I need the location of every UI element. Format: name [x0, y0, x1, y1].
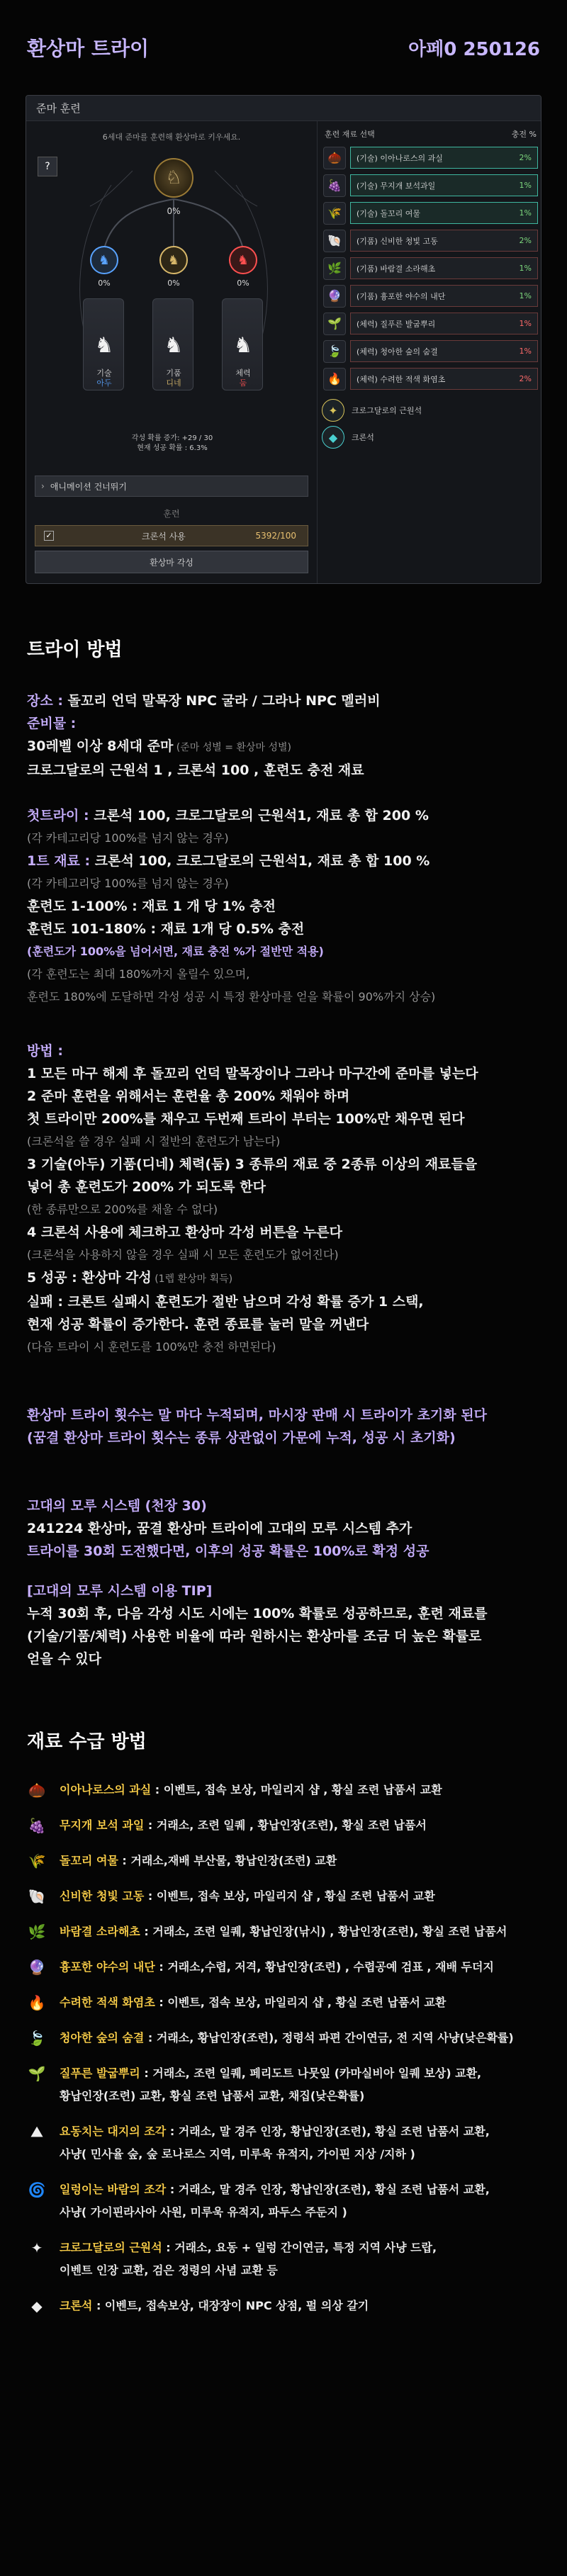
method-note-2: (한 종류만으로 200%를 채울 수 없다)	[27, 1203, 218, 1216]
prep-label: 준비물 :	[27, 716, 77, 731]
supply-row	[26, 1920, 567, 1956]
training-panel	[26, 121, 317, 584]
material-slot[interactable]	[350, 313, 538, 334]
method-step-2b: 첫 트라이만 200%를 채우고 두번째 트라이 부터는 100%만 채우면 된다	[27, 1111, 465, 1127]
material-icon: 🌀	[28, 2181, 46, 2198]
material-pct: 1%	[519, 319, 532, 328]
method-note-1: (크론석을 쓸 경우 실패 시 절반의 훈련도가 남는다)	[27, 1135, 281, 1148]
supply-material-name: 흉포한 야수의 내단	[60, 1960, 155, 1974]
help-button[interactable]: ?	[38, 157, 57, 176]
prep-horse-note: (준마 성별 = 환상마 성별)	[173, 742, 291, 753]
supply-row	[26, 1779, 567, 1814]
horse-card-name: 아두	[96, 378, 112, 388]
supply-material-name: 청아한 숲의 숨결	[60, 2031, 145, 2045]
ancient-tip-2: (기술/기품/체력) 사용한 비율에 따라 원하시는 환상마를 조금 더 높은 확률로	[27, 1629, 482, 1644]
supply-material-name: 돌꼬리 여물	[60, 1854, 118, 1867]
material-item[interactable]	[320, 337, 541, 365]
stamina-pct: 0%	[237, 279, 249, 288]
extra-material-label: 크로그달로의 근원석	[352, 406, 422, 415]
method-step-2: 2 준마 훈련을 위해서는 훈련율 총 200% 채워야 하며	[27, 1089, 350, 1104]
supply-sources-cont: 사냥( 가이핀라사아 사원, 미루욱 유적지, 파두스 주둔지 )	[60, 2205, 347, 2219]
supply-material-name: 바람결 소라해초	[60, 1925, 140, 1938]
material-panel-header	[318, 121, 541, 144]
material-label: (기술) 돌꼬리 여물	[357, 208, 420, 218]
supply-text	[60, 1956, 494, 1979]
horse-card-label: 체력	[235, 369, 251, 378]
material-slot[interactable]	[350, 202, 538, 224]
first-try-text: 크론석 100, 크로그달로의 근원석1, 재료 총 합 200 %	[89, 808, 429, 823]
supply-material-name: 일렁이는 바람의 조각	[60, 2183, 167, 2196]
horse-icon: ♞	[94, 333, 114, 358]
window-subtitle: 6세대 준마를 훈련해 환상마로 키우세요.	[102, 133, 241, 142]
material-label: (기품) 신비한 청빛 고동	[357, 236, 438, 246]
horse-emblem-icon: ♘	[154, 158, 193, 198]
extra-material-item[interactable]	[318, 397, 541, 424]
supply-row	[26, 2120, 567, 2178]
material-slot[interactable]	[350, 340, 538, 362]
supply-text	[60, 1814, 427, 1837]
supply-material-name: 크론석	[60, 2299, 93, 2312]
supply-material-name: 무지개 보석 과일	[60, 1818, 145, 1832]
material-icon: 🔥	[323, 368, 346, 390]
material-slot[interactable]	[350, 230, 538, 252]
supply-sources: : 이벤트, 접속 보상, 마일리지 샵 , 황실 조련 납품서 교환	[151, 1783, 442, 1796]
chevron-right-icon: ›	[41, 481, 45, 491]
grace-stat-icon: ♞	[159, 246, 188, 274]
extra-material-label: 크론석	[352, 433, 374, 442]
train-label: 훈련	[163, 509, 180, 519]
supply-row	[26, 2027, 567, 2062]
horse-card-technique[interactable]	[83, 298, 124, 390]
supply-text	[60, 2295, 369, 2317]
material-icon: 🔮	[28, 1959, 46, 1976]
place-text: 돌꼬리 언덕 말목장 NPC 굴라 / 그라나 NPC 멜러비	[62, 693, 381, 709]
material-slot[interactable]	[350, 257, 538, 279]
material-icon: 🐚	[323, 230, 346, 252]
supply-material-name: 크로그달로의 근원석	[60, 2241, 162, 2254]
method-step-3b: 넣어 총 훈련도가 200% 가 되도록 한다	[27, 1179, 266, 1195]
material-item[interactable]	[320, 199, 541, 227]
supply-title: 재료 수급 방법	[27, 1731, 147, 1753]
howto-section	[0, 690, 567, 1008]
supply-row	[26, 2295, 567, 2330]
material-list	[318, 144, 541, 393]
window-title: 준마 훈련	[26, 96, 541, 121]
method-note-4: (다음 트라이 시 훈련도를 100%만 충전 하면된다)	[27, 1340, 276, 1354]
supply-sources: : 거래소, 말 경주 인장, 황납인장(조련), 황실 조련 납품서 교환,	[166, 2183, 490, 2196]
supply-text	[60, 1850, 337, 1872]
ancient-anvil-section	[0, 1495, 567, 1670]
method-note-3: (크론석을 사용하지 않을 경우 실패 시 모든 훈련도가 없어진다)	[27, 1248, 339, 1261]
material-slot[interactable]	[350, 147, 538, 169]
material-icon: 🍇	[323, 174, 346, 197]
supply-text	[60, 1779, 442, 1801]
material-icon: 🔥	[28, 1994, 46, 2011]
supply-sources-cont: 이벤트 인장 교환, 검은 정령의 사념 교환 등	[60, 2263, 278, 2277]
awaken-button[interactable]: 환상마 각성	[35, 551, 308, 573]
material-item[interactable]	[320, 282, 541, 310]
supply-sources: : 거래소, 조련 일퀘, 황납인장(낚시) , 황납인장(조련), 황실 조련 납품서	[140, 1925, 507, 1938]
material-slot[interactable]	[350, 285, 538, 307]
material-pct: 2%	[519, 236, 532, 245]
ancient-tip-title: [고대의 모루 시스템 이용 TIP]	[27, 1583, 213, 1599]
extra-material-item[interactable]	[318, 424, 541, 451]
material-item[interactable]	[320, 254, 541, 282]
supply-row	[26, 1814, 567, 1850]
supply-sources: : 거래소, 조련 일퀘, 페리도트 나뭇잎 (카마실비아 일퀘 보상) 교환,	[140, 2066, 482, 2080]
supply-row	[26, 1885, 567, 1920]
horse-card-label: 기술	[96, 369, 112, 378]
page-header	[0, 0, 567, 95]
material-pct: 1%	[519, 264, 532, 273]
supply-material-name: 신비한 청빛 고동	[60, 1889, 145, 1903]
material-icon: 🌱	[323, 313, 346, 335]
method-fail-1: 실패 : 크론트 실패시 훈련도가 절반 남으며 각성 확률 증가 1 스택,	[27, 1294, 424, 1310]
ancient-tip-3: 얻을 수 있다	[27, 1651, 101, 1667]
author-tag: 아페0 250126	[408, 38, 540, 60]
place-label: 장소 :	[27, 693, 63, 709]
material-icon: 🌱	[28, 2065, 46, 2082]
material-header-label: 훈련 재료 선택	[325, 130, 375, 139]
extra-material-icon: ◆	[322, 426, 344, 449]
supply-sources-cont: 황납인장(조련) 교환, 황실 조련 납품서 교환, 채집(낮은확률)	[60, 2089, 365, 2103]
horse-icon: ♞	[164, 333, 184, 358]
supply-sources: : 이벤트, 접속 보상, 마일리지 샵 , 황실 조련 납품서 교환	[155, 1996, 447, 2009]
ancient-line-2: 트라이를 30회 도전했다면, 이후의 성공 확률은 100%로 확정 성공	[27, 1543, 430, 1559]
material-item[interactable]	[320, 227, 541, 254]
supply-text	[60, 2120, 490, 2166]
ancient-tip-1: 누적 30회 후, 다음 각성 시도 시에는 100% 확률로 성공하므로, 훈련 재료를	[27, 1606, 488, 1621]
supply-text	[60, 2062, 481, 2108]
material-header-pct: 충전 %	[511, 130, 537, 139]
supply-text	[60, 1885, 435, 1908]
cycle-label: 1트 재료 :	[27, 853, 91, 869]
method-section	[0, 1040, 567, 1359]
supply-sources-cont: 사냥( 민사율 숲, 숲 로나로스 지역, 미루욱 유적지, 가이핀 지상 /지하 )	[60, 2147, 415, 2161]
material-item[interactable]	[320, 144, 541, 171]
horse-card-name: 디네	[166, 378, 181, 388]
stamina-stat-icon: ♞	[229, 246, 257, 274]
probability-stack: 각성 확률 증가: +29 / 30	[131, 434, 213, 442]
supply-text	[60, 2027, 514, 2049]
first-try-label: 첫트라이 :	[27, 808, 89, 823]
total-training-pct: 0%	[167, 206, 181, 216]
material-label: (기품) 바람결 소라해초	[357, 264, 436, 274]
material-icon: 🌿	[323, 257, 346, 280]
supply-material-name: 이아나로스의 과실	[60, 1783, 152, 1796]
supply-sources: : 거래소,재배 부산물, 황납인장(조련) 교환	[118, 1854, 337, 1867]
supply-sources: : 거래소, 조련 일퀘 , 황납인장(조련), 황실 조련 납품서	[144, 1818, 427, 1832]
method-label: 방법 :	[27, 1043, 63, 1059]
method-step-5-note: (1렙 환상마 획득)	[151, 1273, 233, 1285]
material-icon: 🌰	[323, 147, 346, 169]
material-icon: 🌿	[28, 1923, 46, 1940]
page-title: 환상마 트라이	[27, 37, 150, 60]
material-label: (기품) 흉포한 야수의 내단	[357, 291, 446, 301]
technique-stat-icon: ♞	[90, 246, 118, 274]
supply-text	[60, 2178, 490, 2224]
success-rate: 현재 성공 확률 : 6.3%	[137, 444, 208, 452]
material-panel	[317, 121, 541, 584]
material-item[interactable]	[320, 365, 541, 393]
material-pct: 2%	[519, 153, 532, 162]
material-pct: 2%	[519, 374, 532, 383]
supply-material-name: 질푸른 발굽뿌리	[60, 2066, 140, 2080]
supply-text	[60, 2237, 437, 2282]
material-pct: 1%	[519, 291, 532, 300]
skip-animation-label: 애니메이션 건너뛰기	[50, 481, 127, 492]
material-label: (체력) 질푸른 발굽뿌리	[357, 319, 436, 329]
method-step-4: 4 크론석 사용에 체크하고 환상마 각성 버튼을 누른다	[27, 1225, 342, 1240]
material-icon: ⛰	[30, 2123, 43, 2140]
supply-row	[26, 1850, 567, 1885]
cycle-text: 크론석 100, 크로그달로의 근원석1, 재료 총 합 100 %	[90, 853, 430, 869]
skip-animation-button[interactable]	[35, 476, 308, 497]
prep-items: 크로그달로의 근원석 1 , 크론석 100 , 훈련도 충전 재료	[27, 763, 364, 778]
material-pct: 1%	[519, 181, 532, 190]
prep-horse: 30레벨 이상 8세대 준마	[27, 738, 174, 754]
supply-sources: : 이벤트, 접속보상, 대장장이 NPC 상점, 펄 의상 갈기	[92, 2299, 369, 2312]
supply-sources: : 거래소, 황납인장(조련), 정령석 파편 간이연금, 전 지역 사냥(낮은확률)	[144, 2031, 514, 2045]
supply-material-name: 수려한 적색 화염초	[60, 1996, 155, 2009]
grace-pct: 0%	[167, 279, 180, 288]
material-icon: 🍃	[28, 2030, 46, 2047]
ancient-title: 고대의 모루 시스템 (천장 30)	[27, 1498, 207, 1514]
checkbox-checked-icon[interactable]: ✓	[44, 531, 54, 541]
probability-info	[123, 434, 222, 454]
training-max-note-2: 훈련도 180%에 도달하면 각성 성공 시 특정 환상마를 얻을 확률이 90%까지 상승)	[27, 990, 436, 1003]
material-icon: ✦	[30, 2239, 43, 2256]
horse-card-stamina[interactable]	[222, 298, 263, 390]
training-rate-note: (훈련도가 100%을 넘어서면, 재료 충전 %가 절반만 적용)	[27, 945, 324, 958]
material-label: (기술) 무지개 보석과일	[357, 181, 436, 191]
material-slot[interactable]	[350, 368, 538, 390]
material-icon: 🍇	[28, 1817, 46, 1834]
supply-sources: : 거래소, 말 경주 인장, 황납인장(조련), 황실 조련 납품서 교환,	[166, 2125, 490, 2138]
material-icon: 🌾	[323, 202, 346, 225]
training-rate-1: 훈련도 1-100% : 재료 1 개 당 1% 충전	[27, 899, 276, 914]
supply-sources: : 이벤트, 접속 보상, 마일리지 샵 , 황실 조련 납품서 교환	[144, 1889, 435, 1903]
material-icon: 🍃	[323, 340, 346, 363]
supply-row	[26, 1956, 567, 1991]
material-label: (기술) 이아나로스의 과실	[357, 153, 443, 163]
cron-stone-label: 크론석 사용	[142, 531, 186, 541]
material-slot[interactable]	[350, 174, 538, 196]
supply-text	[60, 1991, 446, 2014]
material-item[interactable]	[320, 310, 541, 337]
supply-row	[26, 2237, 567, 2295]
material-label: (체력) 수려한 적색 화염초	[357, 374, 446, 384]
supply-row	[26, 1991, 567, 2027]
horse-card-name: 둠	[239, 378, 247, 388]
horse-card-grace[interactable]	[152, 298, 193, 390]
method-step-5: 5 성공 : 환상마 각성	[27, 1270, 152, 1286]
extra-material-list	[318, 397, 541, 451]
material-pct: 1%	[519, 347, 532, 356]
material-icon: 🐚	[28, 1888, 46, 1905]
supply-sources: : 거래소,수렵, 저격, 황납인장(조련) , 수렵공예 검표 , 재배 두더지	[155, 1960, 494, 1974]
material-icon: 🔮	[323, 285, 346, 308]
training-rate-2: 훈련도 101-180% : 재료 1개 당 0.5% 충전	[27, 921, 305, 937]
horse-icon: ♞	[233, 333, 253, 358]
ancient-line-1: 241224 환상마, 꿈결 환상마 트라이에 고대의 모루 시스템 추가	[27, 1521, 412, 1536]
supply-sources: : 거래소, 요동 + 일렁 간이연금, 특정 지역 사냥 드랍,	[162, 2241, 437, 2254]
supply-row	[26, 2178, 567, 2237]
howto-title: 트라이 방법	[27, 639, 123, 660]
horse-card-label: 기품	[166, 369, 181, 378]
material-pct: 1%	[519, 208, 532, 218]
cron-stone-count: 5392/100	[255, 531, 296, 541]
material-item[interactable]	[320, 171, 541, 199]
training-max-note-1: (각 훈련도는 최대 180%까지 올릴수 있으며,	[27, 967, 250, 981]
method-step-1: 1 모든 마구 해제 후 돌꼬리 언덕 말목장이나 그라나 마구간에 준마를 넣는다	[27, 1066, 478, 1081]
material-icon: 🌰	[28, 1782, 46, 1799]
supply-text	[60, 1920, 507, 1943]
extra-material-icon: ✦	[322, 399, 344, 422]
material-label: (체력) 청아한 숲의 숨결	[357, 347, 438, 356]
notice-line-1: 환상마 트라이 횟수는 말 마다 누적되며, 마시장 판매 시 트라이가 초기화 된다	[27, 1407, 487, 1423]
material-icon: ◆	[31, 2297, 43, 2315]
method-fail-2: 현재 성공 확률이 증가한다. 훈련 종료를 눌러 말을 꺼낸다	[27, 1317, 369, 1332]
training-window	[26, 95, 541, 584]
supply-list	[0, 1779, 567, 2330]
supply-row	[26, 2062, 567, 2120]
notice-line-2: (꿈결 환상마 트라이 횟수는 종류 상관없이 가문에 누적, 성공 시 초기화)	[27, 1430, 456, 1446]
supply-material-name: 요동치는 대지의 조각	[60, 2125, 167, 2138]
first-try-note: (각 카테고리당 100%를 넘지 않는 경우)	[27, 831, 229, 845]
cycle-note: (각 카테고리당 100%를 넘지 않는 경우)	[27, 877, 229, 890]
technique-pct: 0%	[98, 279, 111, 288]
material-icon: 🌾	[28, 1852, 46, 1869]
notice-section	[0, 1404, 567, 1449]
method-step-3: 3 기술(아두) 기품(디네) 체력(둠) 3 종류의 재료 중 2종류 이상의 재료들을	[27, 1157, 478, 1172]
cron-stone-toggle[interactable]	[35, 525, 308, 546]
